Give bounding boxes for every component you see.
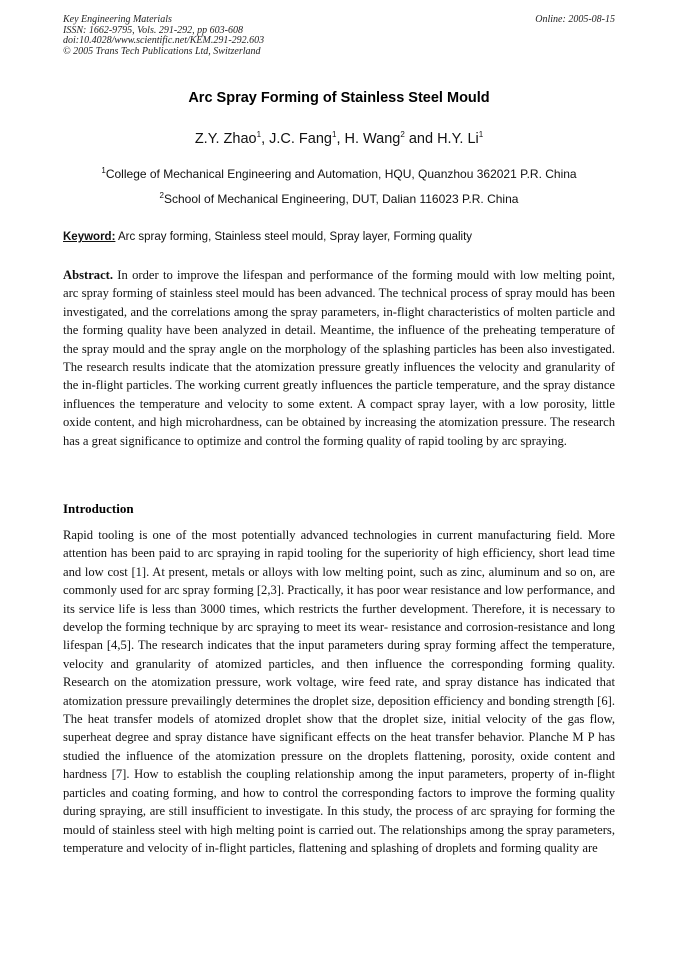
introduction-heading: Introduction <box>63 501 134 516</box>
affiliation-text: School of Mechanical Engineering, DUT, Dalian 116023 P.R. China <box>164 192 519 206</box>
issn-line: ISSN: 1662-9795, Vols. 291-292, pp 603-608 <box>63 24 243 36</box>
keyword-line <box>63 231 615 243</box>
affiliation-text: College of Mechanical Engineering and Automation, HQU, Quanzhou 362021 P.R. China <box>105 167 577 181</box>
author-separator: and <box>404 131 438 147</box>
author-name: H.Y. Li <box>437 131 479 147</box>
keyword-text: Arc spray forming, Stainless steel mould, Spray layer, Forming quality <box>115 231 473 243</box>
abstract-text: In order to improve the lifespan and performance of the forming mould with low melting point, arc spray forming of stainless steel mould has been advanced. The technical process of spray mould has been investigated, and the correlations among the spray parameters, in-flight characteristics of molten particle and the forming quality have been analyzed in detail. Meantime, the influence of the preheating temperature of the spray mould and the spray angle on the morphology of the splashing particles has been also investigated. The research results indicate that the atomization pressure greatly influences the velocity and granularity of the in-flight particles. The working current greatly influences the particle temperature, and the spray distance influences the temperature and velocity to some extent. A compact spray layer, with a low porosity, little oxide content, and high microhardness, can be obtained by increasing the atomization pressure. The research has a great significance to optimize and control the forming quality of rapid tooling by arc spraying. <box>63 268 615 448</box>
author-list <box>0 131 678 147</box>
doi-line: doi:10.4028/www.scientific.net/KEM.291-292.603 <box>63 35 265 46</box>
author-separator: , <box>336 131 345 147</box>
paper-title: Arc Spray Forming of Stainless Steel Mould <box>188 90 490 106</box>
author-name: Z.Y. Zhao <box>194 131 257 147</box>
author-affil-mark: 1 <box>256 130 262 140</box>
author-affil-mark: 2 <box>400 130 405 140</box>
affiliation-1 <box>0 167 678 181</box>
introduction-paragraph: Rapid tooling is one of the most potentially advanced technologies in current manufacturing field. More attention has been paid to arc spraying in rapid tooling for the superiority of high efficiency, short lead time and low cost [1]. At present, metals or alloys with low melting point, such as zinc, aluminum and so on, are commonly used for arc spray forming [2,3]. Practically, it has poor wear resistance and low performance, and its service life is less than 3000 times, which restricts the further development. Therefore, it is necessary to develop the forming technique by arc spraying to meet its wear- resistance and corrosion-resistance and long lifespan [4,5]. The research indicates that the input parameters during spray forming affect the temperature, velocity and granularity of atomized particles, and then influence the corresponding forming quality. Research on the atomization pressure, work voltage, wire feed rate, and spray distance has indicated that atomization pressure prevailingly determines the droplet size, deposition efficiency and bonding strength [6]. The heat transfer models of atomized droplet show that the droplet size, initial velocity of the gas flow, superheat degree and spray distance have significant effects on the heat transfer behavior. Planche M P has studied the influence of the atomization pressure on the droplets flattening, porosity, oxide content and hardness [7]. How to establish the coupling relationship among the input parameters, property of in-flight particles and coating forming, and how to control the corresponding factors to improve the forming quality during spraying, are still insufficient to investigate. In this study, the process of arc spraying for forming the mould of stainless steel with high melting point is carried out. The relationships among the spray parameters, temperature and velocity of in-flight particles, flattening and splashing of droplets and forming quality are <box>63 528 615 855</box>
author-name: J.C. Fang <box>269 131 332 147</box>
affiliation-mark: 1 <box>101 166 106 175</box>
abstract-paragraph <box>63 266 615 450</box>
affiliation-2 <box>0 192 678 206</box>
abstract-label: Abstract. <box>63 268 114 282</box>
keyword-label: Keyword: <box>63 231 116 243</box>
affiliation-mark: 2 <box>159 191 164 200</box>
journal-header <box>63 15 615 57</box>
copyright-line: © 2005 Trans Tech Publications Ltd, Switzerland <box>63 45 261 57</box>
journal-name: Key Engineering Materials <box>63 14 172 25</box>
author-separator: , <box>261 131 270 147</box>
author-affil-mark: 1 <box>478 130 484 140</box>
author-affil-mark: 1 <box>331 130 337 140</box>
online-date: Online: 2005-08-15 <box>535 14 615 25</box>
author-name: H. Wang <box>344 131 401 147</box>
